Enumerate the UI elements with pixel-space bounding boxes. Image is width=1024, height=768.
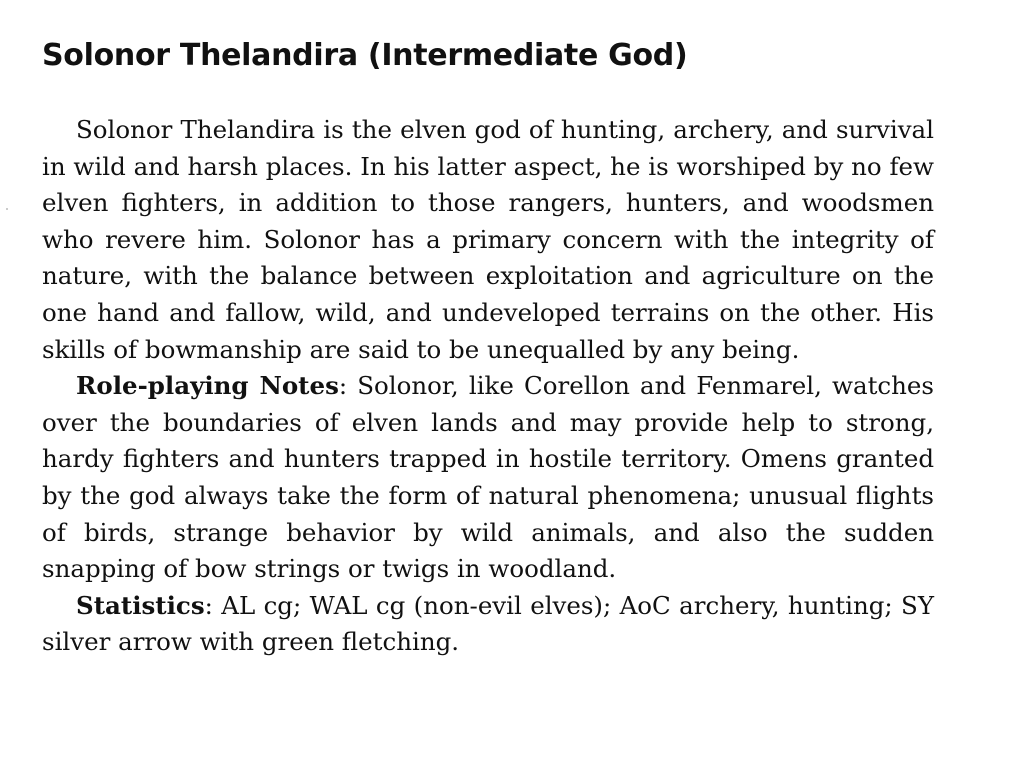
statistics-text: : AL cg; WAL cg (non-evil elves); AoC archery, hunting; SY silver arrow with green fletching. <box>42 590 934 657</box>
statistics-paragraph <box>42 588 934 661</box>
role-playing-notes-paragraph <box>42 368 934 588</box>
deity-heading: Solonor Thelandira (Intermediate God) <box>42 38 688 73</box>
role-playing-notes-text: : Solonor, like Corellon and Fenmarel, watches over the boundaries of elven lands and may provide help to strong, hardy fighters and hunters trapped in hostile territory. Omens granted by the god always take the form of natural phenomena; unusual flights of birds, strange behavior by wild animals, and also the sudden snapping of bow strings or twigs in woodland. <box>42 371 934 584</box>
description-text: Solonor Thelandira is the elven god of hunting, archery, and survival in wild and harsh places. In his latter aspect, he is worshiped by no few elven fighters, in addition to those rangers, hunters, and woodsmen who revere him. Solonor has a primary concern with the integrity of nature, with the balance between exploitation and agriculture on the one hand and fallow, wild, and undeveloped terrains on the other. His skills of bowmanship are said to be unequalled by any being. <box>42 115 934 364</box>
document-body <box>42 112 934 661</box>
scan-speck <box>6 208 8 210</box>
role-playing-notes-label: Role-playing Notes <box>76 371 339 401</box>
statistics-label: Statistics <box>76 590 205 620</box>
description-paragraph <box>42 112 934 368</box>
